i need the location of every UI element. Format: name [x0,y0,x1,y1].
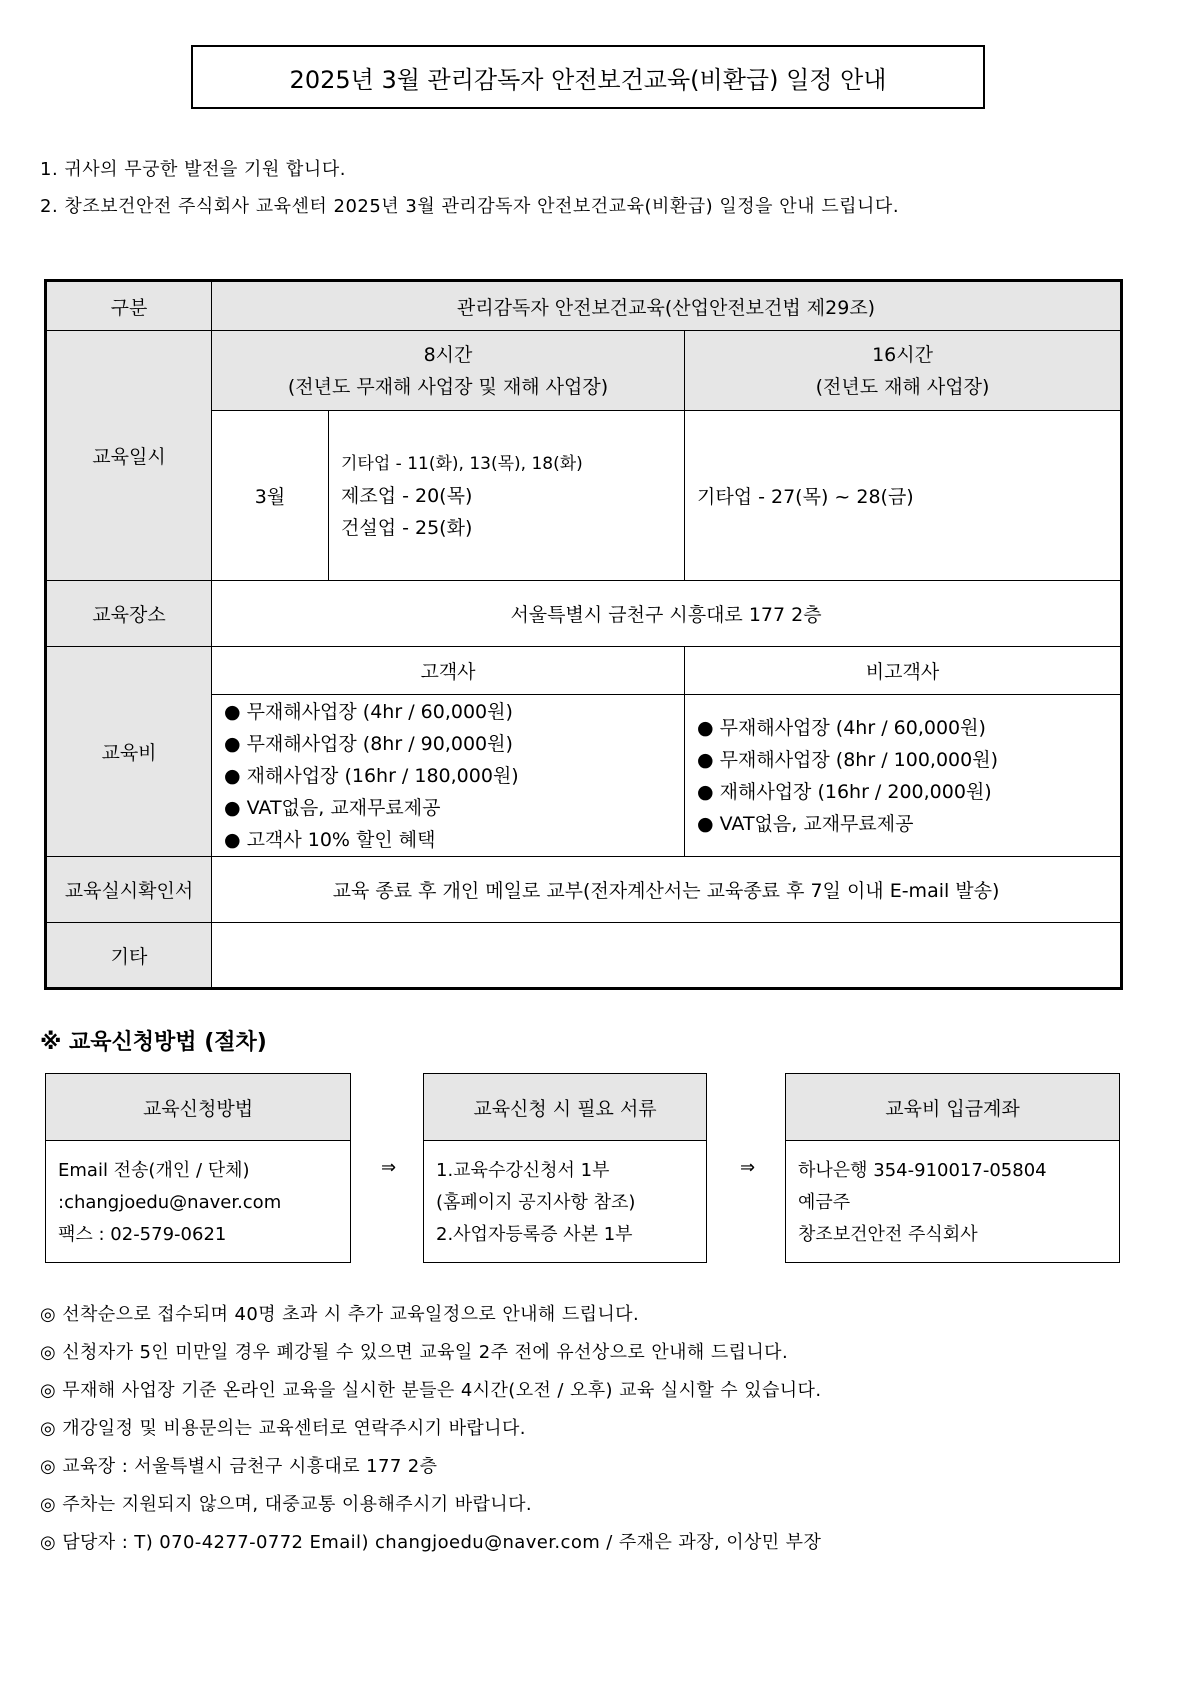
header-value-cell: 관리감독자 안전보건교육(산업안전보건법 제29조) [212,281,1122,331]
notes-list [40,1300,821,1566]
etc-label-cell: 기타 [46,923,212,989]
nonclient-header: 비고객사 [685,647,1122,695]
note-item: ◎ 주차는 지원되지 않으며, 대중교통 이용해주시기 바랍니다. [40,1494,532,1515]
fee-item: ● 고객사 10% 할인 혜택 [224,828,436,851]
note-item: ◎ 무재해 사업장 기준 온라인 교육을 실시한 분들은 4시간(오전 / 오후) 교육 실시할 수 있습니다. [40,1380,822,1401]
etc-value-cell [212,923,1122,989]
process-box-method [45,1073,351,1263]
place-label-cell: 교육장소 [46,581,212,647]
note-item: ◎ 신청자가 5인 미만일 경우 폐강될 수 있으면 교육일 2주 전에 유선상으로 안내해 드립니다. [40,1342,789,1363]
arrow-icon: ⇒ [381,1157,397,1178]
process-box-documents [423,1073,707,1263]
process-line: Email 전송(개인 / 단체) [58,1160,250,1181]
month-cell: 3월 [212,411,329,581]
process-box-account [785,1073,1120,1263]
cert-value-cell: 교육 종료 후 개인 메일로 교부(전자계산서는 교육종료 후 7일 이내 E-mail 발송) [212,857,1122,923]
process-title: ※ 교육신청방법 (절차) [40,1030,267,1055]
process-line: 하나은행 354-910017-05804 [798,1160,1047,1181]
course-16h-subtitle: (전년도 재해 사업장) [815,375,990,398]
process-line: 2.사업자등록증 사본 1부 [436,1224,633,1245]
course-16h-header [685,331,1122,411]
course-8h-dates [329,411,685,581]
date-line: 건설업 - 25(화) [341,516,473,539]
note-item: ◎ 담당자 : T) 070-4277-0772 Email) changjoedu@naver.com / 주재은 과장, 이상민 부장 [40,1532,822,1553]
fee-item: ● 무재해사업장 (8hr / 100,000원) [697,748,998,771]
cert-label-cell: 교육실시확인서 [46,857,212,923]
schedule-table [44,279,1123,990]
date-line: 제조업 - 20(목) [341,484,473,507]
note-item: ◎ 선착순으로 접수되며 40명 초과 시 추가 교육일정으로 안내해 드립니다. [40,1304,640,1325]
process-line: 팩스 : 02-579-0621 [58,1224,227,1245]
intro-line-2: 2. 창조보건안전 주식회사 교육센터 2025년 3월 관리감독자 안전보건교육(비환급) 일정을 안내 드립니다. [40,196,900,217]
client-fees-cell [212,695,685,857]
fee-label-cell: 교육비 [46,647,212,857]
fee-item: ● 무재해사업장 (8hr / 90,000원) [224,732,513,755]
intro-line-1: 1. 귀사의 무궁한 발전을 기원 합니다. [40,159,346,180]
fee-item: ● 재해사업장 (16hr / 200,000원) [697,780,992,803]
fee-item: ● VAT없음, 교재무료제공 [224,796,441,819]
date-line: 기타업 - 11(화), 13(목), 18(화) [341,453,583,474]
note-item: ◎ 개강일정 및 비용문의는 교육센터로 연락주시기 바랍니다. [40,1418,526,1439]
process-box-head: 교육신청 시 필요 서류 [424,1074,706,1141]
nonclient-fees-cell [685,695,1122,857]
arrow-icon: ⇒ [740,1157,756,1178]
schedule-label-cell: 교육일시 [46,331,212,581]
fee-item: ● 무재해사업장 (4hr / 60,000원) [224,700,513,723]
page-title: 2025년 3월 관리감독자 안전보건교육(비환급) 일정 안내 [191,45,985,109]
course-8h-header [212,331,685,411]
course-8h-title: 8시간 [423,343,473,366]
client-header: 고객사 [212,647,685,695]
course-16h-title: 16시간 [872,343,933,366]
process-line: 창조보건안전 주식회사 [798,1224,978,1245]
process-box-head: 교육신청방법 [46,1074,350,1141]
course-16h-dates: 기타업 - 27(목) ~ 28(금) [685,411,1122,581]
process-line: (홈페이지 공지사항 참조) [436,1192,636,1213]
process-line: :changjoedu@naver.com [58,1192,282,1213]
process-line: 예금주 [798,1192,851,1213]
process-line: 1.교육수강신청서 1부 [436,1160,610,1181]
process-box-head: 교육비 입금계좌 [786,1074,1119,1141]
header-label-cell: 구분 [46,281,212,331]
course-8h-subtitle: (전년도 무재해 사업장 및 재해 사업장) [287,375,609,398]
note-item: ◎ 교육장 : 서울특별시 금천구 시흥대로 177 2층 [40,1456,438,1477]
fee-item: ● 재해사업장 (16hr / 180,000원) [224,764,519,787]
fee-item: ● 무재해사업장 (4hr / 60,000원) [697,716,986,739]
fee-item: ● VAT없음, 교재무료제공 [697,812,914,835]
place-value-cell: 서울특별시 금천구 시흥대로 177 2층 [212,581,1122,647]
